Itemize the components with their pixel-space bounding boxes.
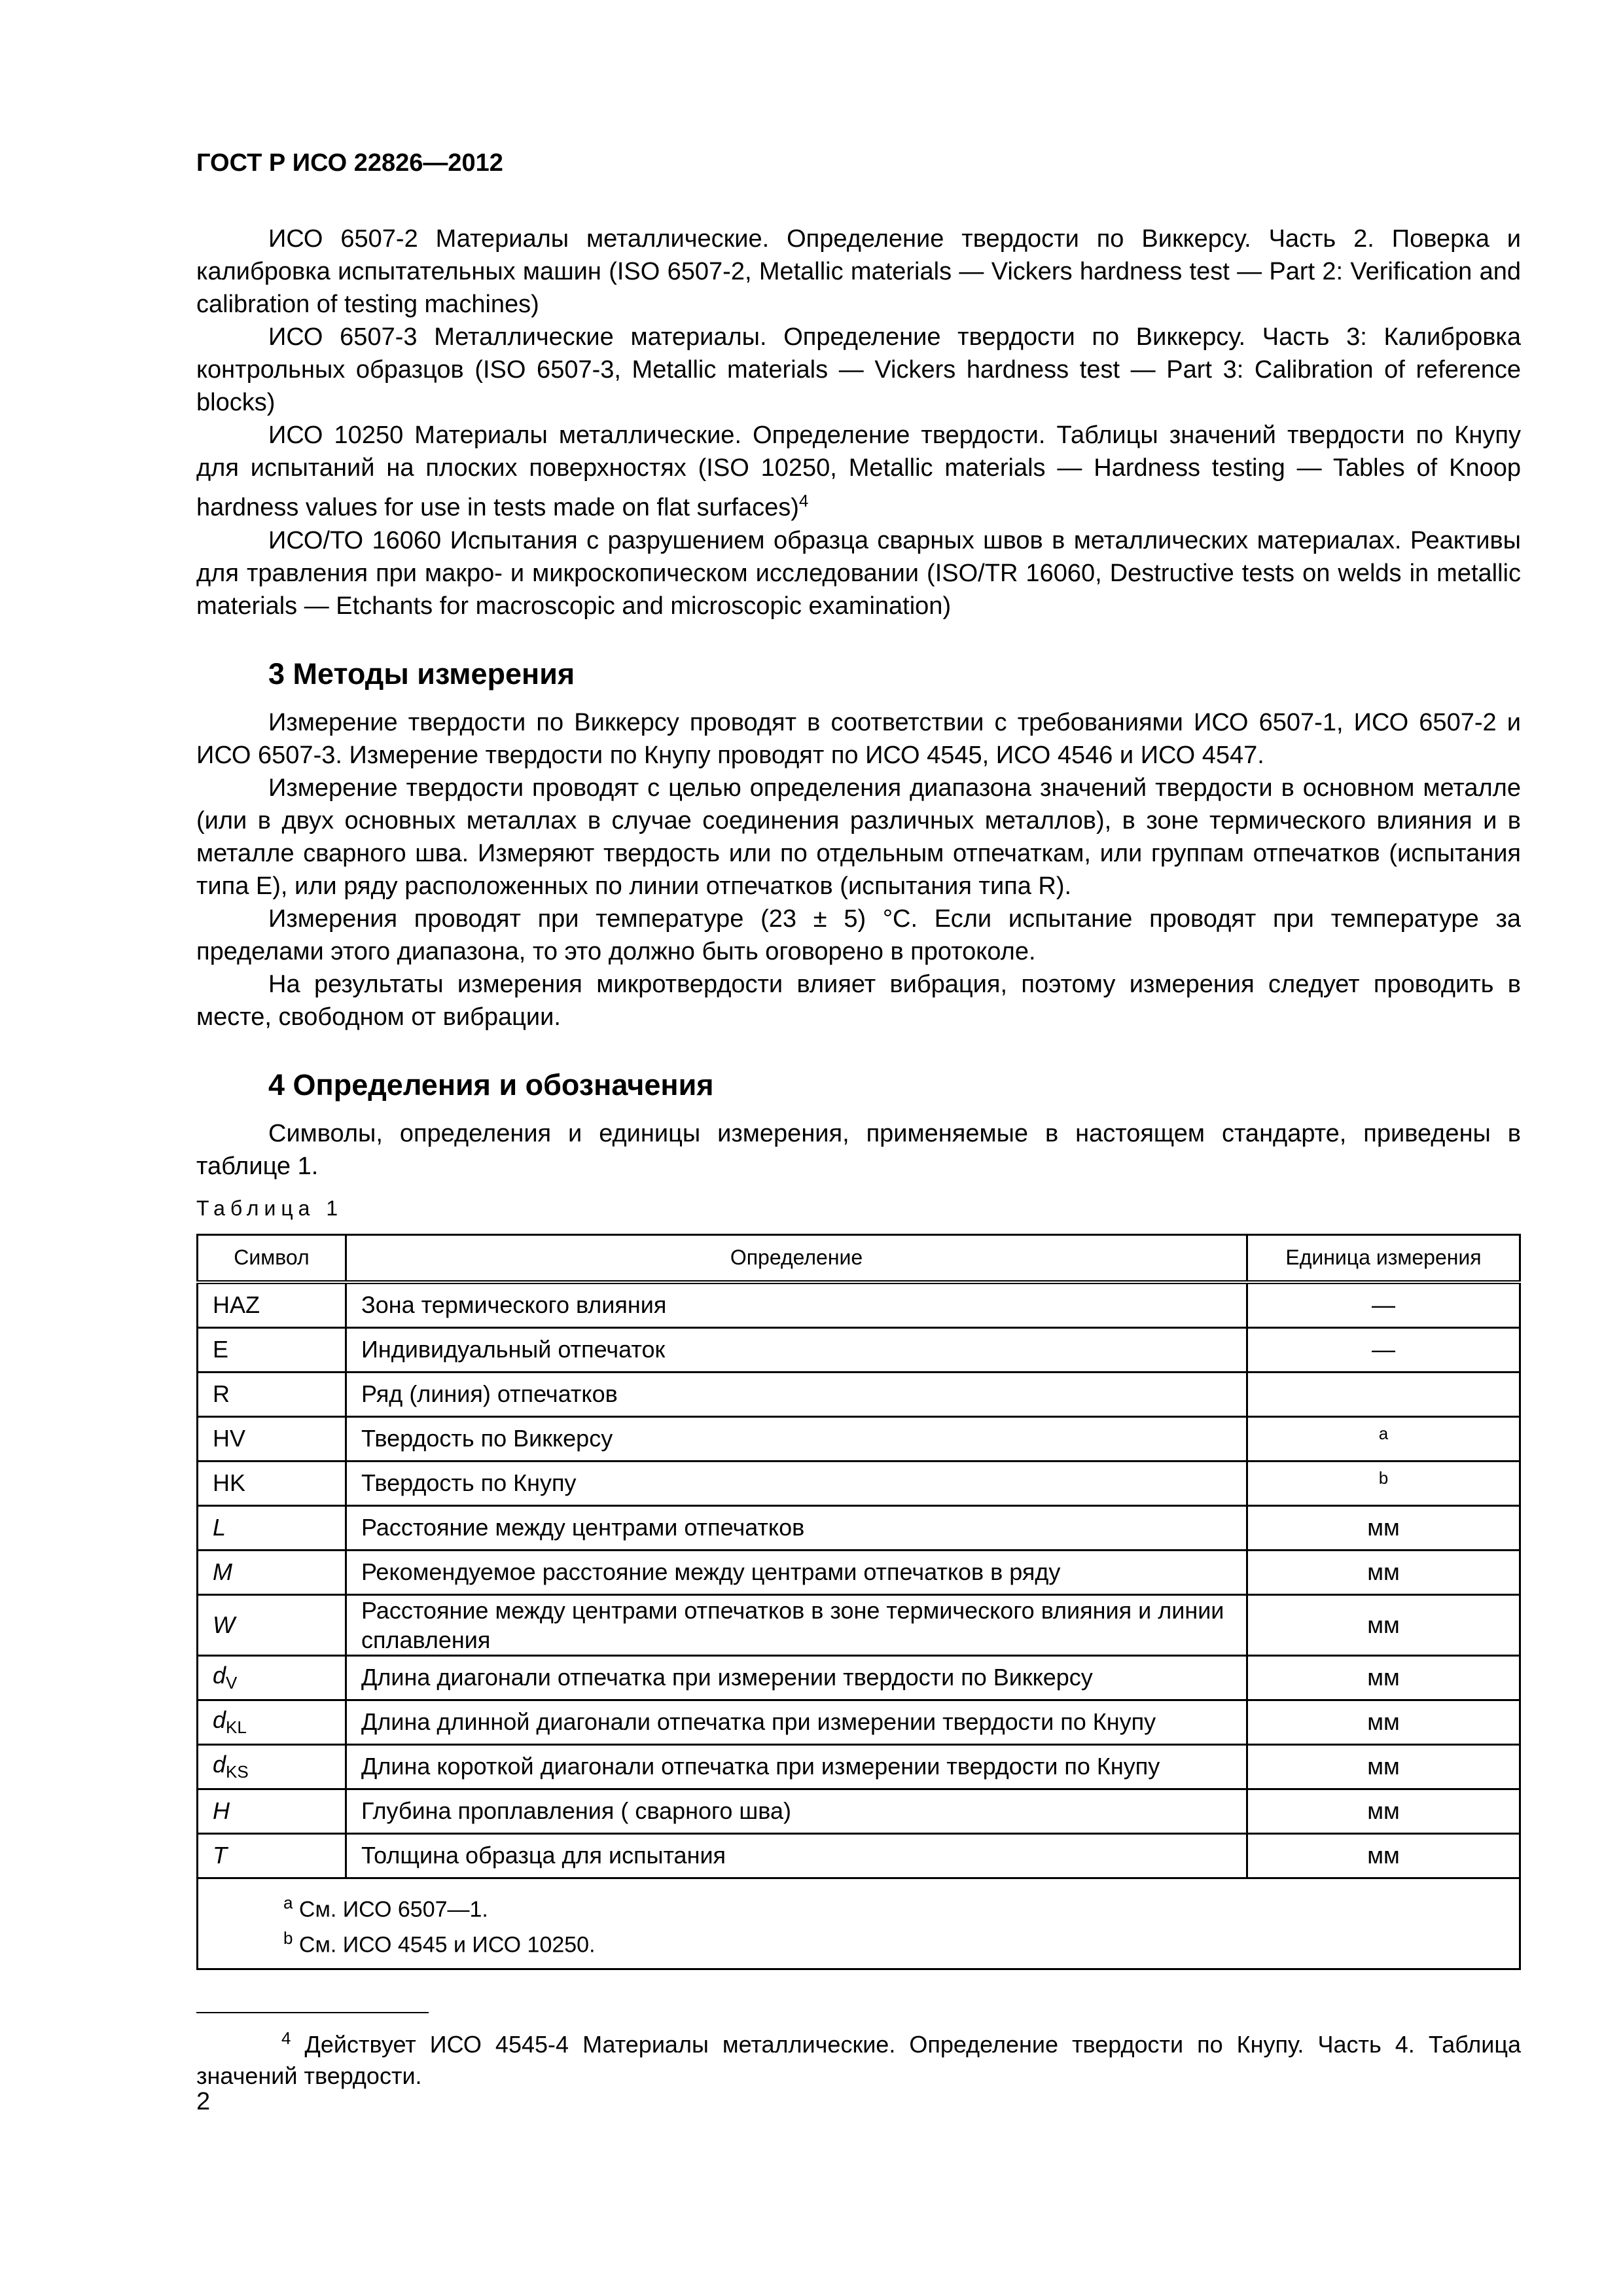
reference-item: ИСО 6507-2 Материалы металлические. Определение твердости по Виккерсу. Часть 2. Поверка и калибровка испытательных машин (ISO 6507-2, Metallic materials — Vickers hardness test — Part 2: Verification and calibration of testing machines) — [196, 225, 1521, 318]
note-text: См. ИСО 6507—1. — [298, 1896, 488, 1922]
document-header: ГОСТ Р ИСО 22826—2012 — [196, 149, 503, 177]
section-4-paragraph: Символы, определения и единицы измерения, применяемые в настоящем стандарте, приведены в таблице 1. — [196, 1119, 1521, 1180]
symbol: d — [213, 1751, 226, 1778]
symbols-table — [196, 1234, 1521, 1971]
table-header-row — [198, 1234, 1520, 1282]
symbol: HV — [213, 1425, 246, 1452]
symbol: H — [213, 1797, 230, 1825]
header-unit: Единица измерения — [1247, 1234, 1520, 1282]
table-row — [198, 1655, 1520, 1700]
definition-cell: Длина короткой диагонали отпечатка при измерении твердости по Кнупу — [346, 1744, 1247, 1789]
table-notes-row — [198, 1878, 1520, 1969]
section-3-paragraph: На результаты измерения микротвердости влияет вибрация, поэтому измерения следует проводить в месте, свободном от вибрации. — [196, 970, 1521, 1031]
definition-cell: Твердость по Виккерсу — [346, 1416, 1247, 1461]
table-row — [198, 1833, 1520, 1878]
unit-cell: — — [1247, 1327, 1520, 1372]
symbol-subscript: V — [226, 1673, 238, 1693]
note-mark: b — [283, 1928, 293, 1948]
symbol-subscript: KS — [226, 1762, 249, 1782]
reference-text: ИСО 10250 Материалы металлические. Определение твердости. Таблицы значений твердости по Кнупу для испытаний на плоских поверхностях (ISO 10250, Metallic materials — Hardness testing — Tables of Knoop hardness values for use in tests made on flat surfaces) — [196, 422, 1521, 522]
symbol: T — [213, 1842, 227, 1869]
symbol-cell — [198, 1744, 346, 1789]
section-4-heading: 4 Определения и обозначения — [268, 1067, 714, 1102]
footnote-mark: 4 — [281, 2028, 291, 2048]
symbol-cell — [198, 1789, 346, 1833]
note-ref: b — [1378, 1468, 1389, 1488]
symbol: E — [213, 1336, 229, 1363]
symbol: d — [213, 1706, 226, 1734]
table-row — [198, 1550, 1520, 1594]
page-number: 2 — [196, 2088, 211, 2115]
table-row — [198, 1744, 1520, 1789]
section-3-paragraph: Измерения проводят при температуре (23 ± 5) °С. Если испытание проводят при температуре за пределами этого диапазона, то это должно быть оговорено в протоколе. — [196, 905, 1521, 965]
definition-cell: Расстояние между центрами отпечатков в зоне термического влияния и линии сплавления — [346, 1594, 1247, 1655]
footnote-separator — [196, 2012, 429, 2013]
definition-cell: Толщина образца для испытания — [346, 1833, 1247, 1878]
table-row — [198, 1416, 1520, 1461]
note-mark: a — [283, 1892, 293, 1912]
footnote — [196, 2022, 1521, 2092]
symbol-cell — [198, 1372, 346, 1416]
definition-cell: Зона термического влияния — [346, 1282, 1247, 1328]
unit-cell: мм — [1247, 1505, 1520, 1550]
reference-item: ИСО/ТО 16060 Испытания с разрушением образца сварных швов в металлических материалах. Реактивы для травления при макро- и микроскопическом исследовании (ISO/TR 16060, Destructive tests on welds in metallic materials — Etchants for macroscopic and microscopic examination) — [196, 526, 1521, 620]
unit-cell: мм — [1247, 1700, 1520, 1744]
symbol-subscript: KL — [226, 1717, 247, 1738]
definition-cell: Длина диагонали отпечатка при измерении твердости по Виккерсу — [346, 1655, 1247, 1700]
symbol-cell — [198, 1594, 346, 1655]
unit-cell — [1247, 1372, 1520, 1416]
symbol-cell — [198, 1550, 346, 1594]
definition-cell: Рекомендуемое расстояние между центрами отпечатков в ряду — [346, 1550, 1247, 1594]
unit-cell — [1247, 1461, 1520, 1505]
table-row — [198, 1700, 1520, 1744]
symbol: HAZ — [213, 1291, 260, 1319]
footnote-text: Действует ИСО 4545-4 Материалы металлические. Определение твердости по Кнупу. Часть 4. Таблица значений твердости. — [196, 2031, 1521, 2089]
symbol: L — [213, 1514, 226, 1541]
section-3-paragraph: Измерение твердости проводят с целью определения диапазона значений твердости в основном металле (или в двух основных металлах в случае соединения различных металлов), в зоне термического влияния и в металле сварного шва. Измеряют твердость или по отдельным отпечаткам, или группам отпечатков (испытания типа E), или ряду расположенных по линии отпечатков (испытания типа R). — [196, 774, 1521, 900]
unit-cell — [1247, 1416, 1520, 1461]
section-3-paragraph: Измерение твердости по Виккерсу проводят в соответствии с требованиями ИСО 6507-1, ИСО 6507-2 и ИСО 6507-3. Измерение твердости по Кнупу проводят по ИСО 4545, ИСО 4546 и ИСО 4547. — [196, 708, 1521, 769]
table-notes — [198, 1878, 1520, 1969]
definition-cell: Индивидуальный отпечаток — [346, 1327, 1247, 1372]
header-symbol: Символ — [198, 1234, 346, 1282]
symbol-cell — [198, 1327, 346, 1372]
definition-cell: Расстояние между центрами отпечатков — [346, 1505, 1247, 1550]
unit-cell: мм — [1247, 1744, 1520, 1789]
header-definition: Определение — [346, 1234, 1247, 1282]
section-3-heading: 3 Методы измерения — [268, 656, 575, 691]
unit-cell: — — [1247, 1282, 1520, 1328]
reference-item — [196, 419, 1521, 524]
unit-cell: мм — [1247, 1550, 1520, 1594]
unit-cell: мм — [1247, 1833, 1520, 1878]
unit-cell: мм — [1247, 1789, 1520, 1833]
table-row — [198, 1282, 1520, 1328]
symbol-cell — [198, 1461, 346, 1505]
symbol-cell — [198, 1416, 346, 1461]
unit-cell: мм — [1247, 1594, 1520, 1655]
table-note — [283, 1924, 1519, 1959]
table-row — [198, 1594, 1520, 1655]
table-row — [198, 1327, 1520, 1372]
table-row — [198, 1461, 1520, 1505]
symbol: R — [213, 1380, 230, 1408]
table-row — [198, 1789, 1520, 1833]
symbol: HK — [213, 1469, 246, 1497]
symbol: d — [213, 1662, 226, 1689]
table-row — [198, 1505, 1520, 1550]
symbol: W — [213, 1611, 235, 1638]
reference-item: ИСО 6507-3 Металлические материалы. Определение твердости по Виккерсу. Часть 3: Калибровка контрольных образцов (ISO 6507-3, Metallic materials — Vickers hardness test — Part 3: Calibration of reference blocks) — [196, 323, 1521, 416]
definition-cell: Длина длинной диагонали отпечатка при измерении твердости по Кнупу — [346, 1700, 1247, 1744]
symbol: M — [213, 1558, 232, 1586]
symbol-cell — [198, 1655, 346, 1700]
footnote-ref: 4 — [798, 491, 809, 511]
definition-cell: Глубина проплавления ( сварного шва) — [346, 1789, 1247, 1833]
definition-cell: Ряд (линия) отпечатков — [346, 1372, 1247, 1416]
symbol-cell — [198, 1282, 346, 1328]
table-row — [198, 1372, 1520, 1416]
note-ref: a — [1378, 1424, 1389, 1444]
definition-cell: Твердость по Кнупу — [346, 1461, 1247, 1505]
table-caption: Таблица 1 — [196, 1196, 344, 1220]
symbol-cell — [198, 1505, 346, 1550]
table-note — [283, 1888, 1519, 1924]
page-content — [196, 223, 1521, 1970]
note-text: См. ИСО 4545 и ИСО 10250. — [298, 1932, 596, 1958]
symbol-cell — [198, 1833, 346, 1878]
unit-cell: мм — [1247, 1655, 1520, 1700]
symbol-cell — [198, 1700, 346, 1744]
